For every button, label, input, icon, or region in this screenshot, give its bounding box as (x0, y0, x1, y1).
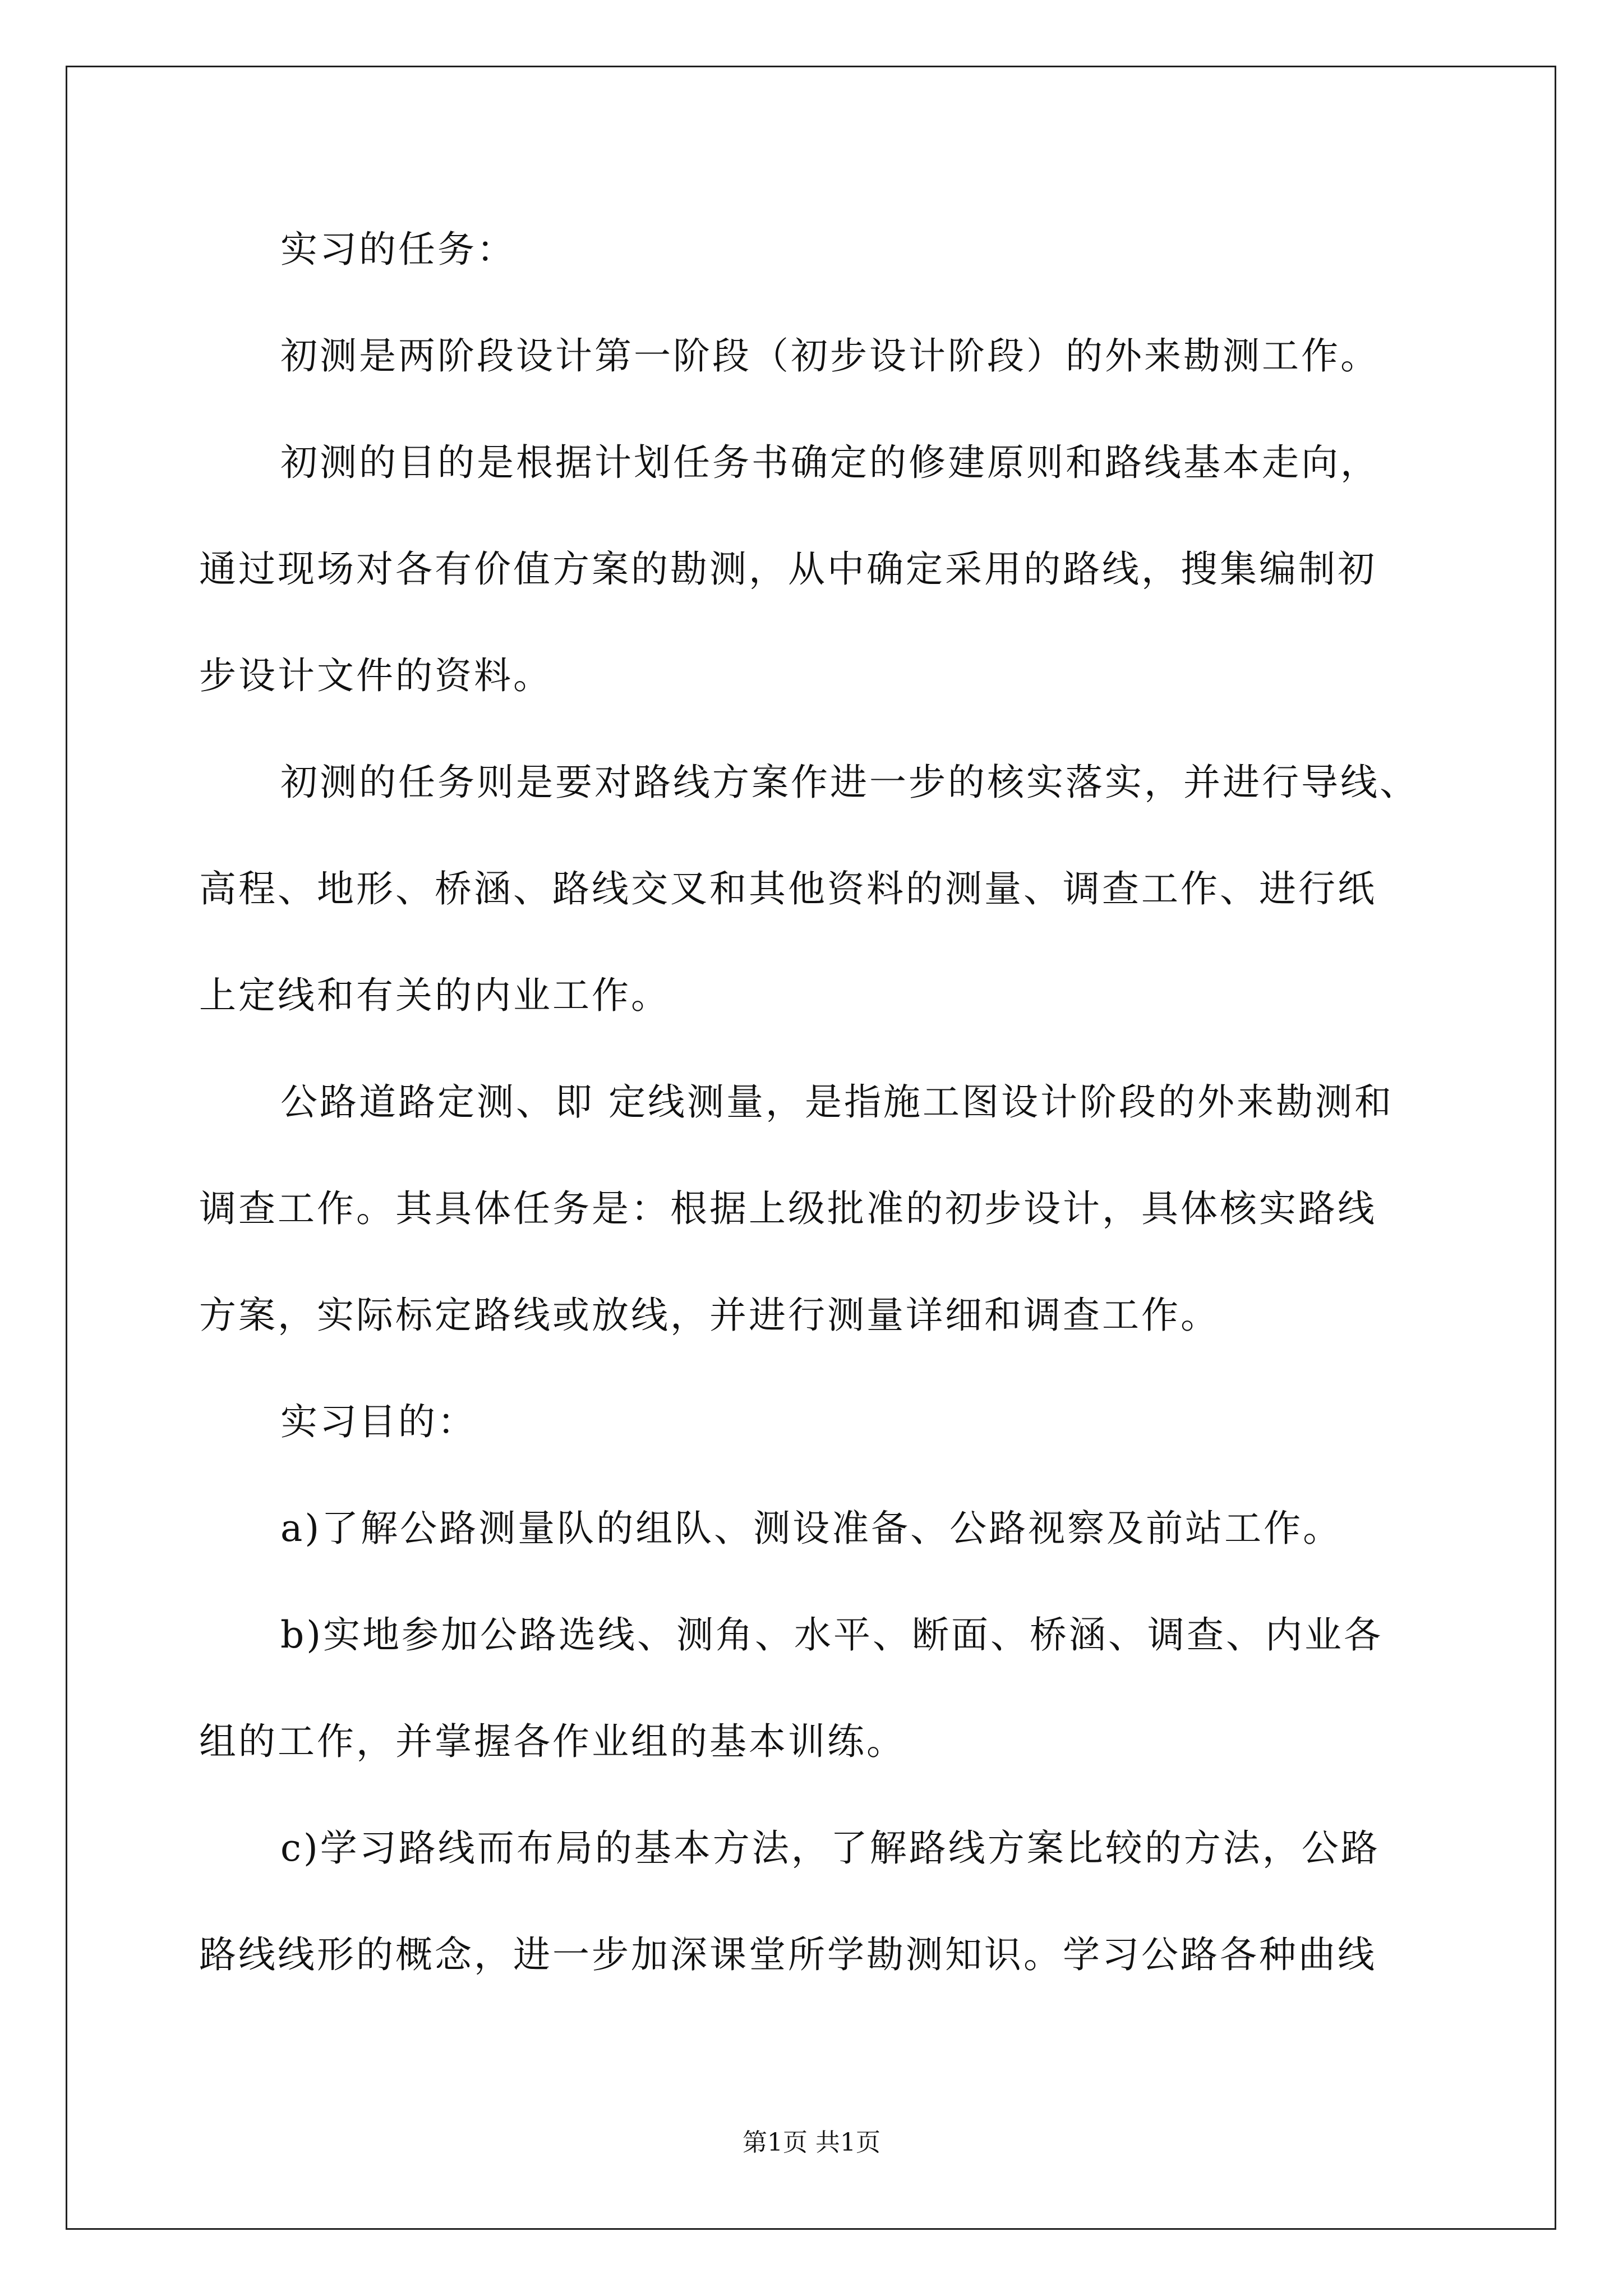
text-line: c)学习路线而布局的基本方法，了解路线方案比较的方法，公路 (280, 1826, 1380, 1870)
text-line: 路线线形的概念，进一步加深课堂所学勘测知识。学习公路各种曲线 (199, 1933, 1377, 1976)
text-line: 实习目的： (280, 1400, 477, 1443)
text-line: 调查工作。其具体任务是：根据上级批准的初步设计，具体核实路线 (199, 1187, 1377, 1230)
document-body (199, 208, 1424, 2019)
text-line: 初测的任务则是要对路线方案作进一步的核实落实，并进行导线、 (280, 761, 1419, 804)
text-line: 公路道路定测、即 定线测量，是指施工图设计阶段的外来勘测和 (280, 1080, 1394, 1124)
text-line: 初测的目的是根据计划任务书确定的修建原则和路线基本走向， (280, 441, 1380, 484)
text-line: a)了解公路测量队的组队、测设准备、公路视察及前站工作。 (280, 1507, 1343, 1550)
text-line: b)实地参加公路选线、测角、水平、断面、桥涵、调查、内业各 (280, 1613, 1383, 1657)
page-footer: 第1页 共1页 (743, 2128, 880, 2157)
text-line: 通过现场对各有价值方案的勘测，从中确定采用的路线，搜集编制初 (199, 547, 1377, 591)
text-line: 步设计文件的资料。 (199, 654, 552, 697)
text-line: 方案，实际标定路线或放线，并进行测量详细和调查工作。 (199, 1294, 1220, 1337)
text-line: 实习的任务： (280, 228, 516, 271)
text-line: 初测是两阶段设计第一阶段（初步设计阶段）的外来勘测工作。 (280, 334, 1380, 378)
text-line: 组的工作，并掌握各作业组的基本训练。 (199, 1720, 906, 1763)
text-line: 上定线和有关的内业工作。 (199, 974, 670, 1017)
text-line: 高程、地形、桥涵、路线交叉和其他资料的测量、调查工作、进行纸 (199, 867, 1377, 910)
